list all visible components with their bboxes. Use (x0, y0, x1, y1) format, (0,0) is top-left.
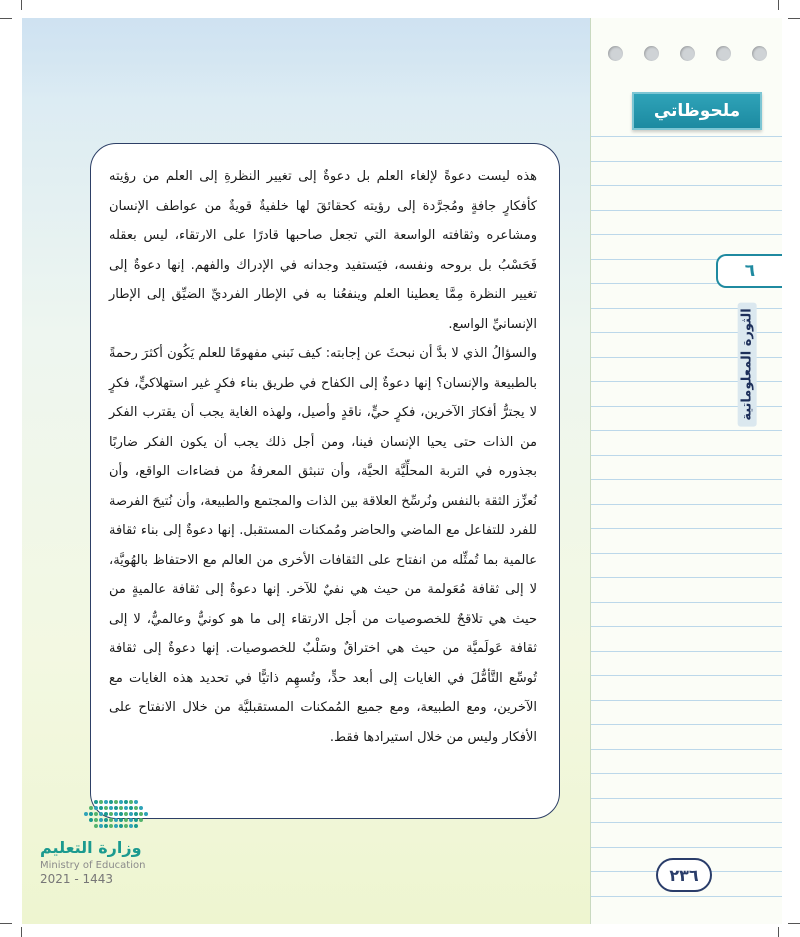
unit-number-tab: ٦ (716, 254, 782, 288)
unit-title-label: الثورة المعلوماتية (738, 302, 757, 426)
logo-dot (94, 806, 98, 810)
logo-dot (114, 806, 118, 810)
binder-hole-icon (608, 46, 623, 61)
crop-mark (778, 927, 779, 937)
logo-dot (134, 818, 138, 822)
ruled-line (591, 234, 782, 235)
logo-dot (129, 818, 133, 822)
ruled-line (591, 602, 782, 603)
ruled-line (591, 528, 782, 529)
binder-hole-icon (644, 46, 659, 61)
logo-dot (124, 818, 128, 822)
logo-dot (104, 824, 108, 828)
logo-dot (99, 824, 103, 828)
logo-dot (94, 824, 98, 828)
ruled-line (591, 161, 782, 162)
logo-dot (139, 806, 143, 810)
logo-dot (129, 824, 133, 828)
ministry-name-arabic: وزارة التعليم (40, 838, 142, 857)
ruled-line (591, 651, 782, 652)
ruled-line (591, 455, 782, 456)
ruled-line (591, 822, 782, 823)
binder-hole-icon (752, 46, 767, 61)
ruled-line (591, 479, 782, 480)
unit-title (732, 294, 762, 434)
edition-year: 2021 - 1443 (40, 872, 114, 886)
logo-dot (109, 818, 113, 822)
logo-dot (104, 806, 108, 810)
ruled-line (591, 773, 782, 774)
logo-dot (99, 806, 103, 810)
logo-dot (134, 824, 138, 828)
logo-dot (119, 800, 123, 804)
ruled-line (591, 210, 782, 211)
logo-dot (99, 818, 103, 822)
ruled-line (591, 675, 782, 676)
page-number: ٢٣٦ (656, 858, 712, 892)
logo-dot (119, 824, 123, 828)
logo-dot (129, 800, 133, 804)
crop-mark (21, 927, 22, 937)
notes-column (590, 18, 782, 924)
logo-dot (109, 812, 113, 816)
logo-dot (124, 824, 128, 828)
paragraph: هذه ليست دعوةً لإلغاء العلم بل دعوةٌ إلى تغيير النظرةِ إلى العلم من رؤيته كأفكارٍ جافةٍ ومُجرَّدة إلى رؤيته كحقائقَ لها خلفيةٌ قويةٌ من عواطف الإنسان ومشاعره وثقافته الواسعة التي تجعل صاحبها قادرًا على الارتقاء، ليس بعقله فَحَسْبُ بل بروحه ونفسه، فيَستفيد وجدانه في الإدراك والفهم. إنها دعوةٌ إلى تغيير النظرة مِمَّا يعطينا العلم وينفعُنا به في الإطار الفرديِّ الضيِّق إلى الإطار الإنسانيِّ الواسع. (109, 169, 537, 332)
logo-dot (94, 800, 98, 804)
ruled-line (591, 577, 782, 578)
logo-dot (104, 812, 108, 816)
logo-dot (134, 806, 138, 810)
logo-dot (139, 818, 143, 822)
logo-dot (134, 800, 138, 804)
logo-dot (99, 800, 103, 804)
logo-dot (129, 806, 133, 810)
crop-mark (21, 0, 22, 10)
crop-mark (0, 18, 12, 19)
logo-dot (114, 818, 118, 822)
ruled-line (591, 626, 782, 627)
logo-dot (109, 806, 113, 810)
logo-dot (89, 806, 93, 810)
ruled-line (591, 504, 782, 505)
logo-dot (89, 818, 93, 822)
logo-dot (109, 824, 113, 828)
logo-dot (104, 800, 108, 804)
logo-dot (119, 818, 123, 822)
logo-dot (124, 812, 128, 816)
crop-mark (788, 923, 800, 924)
logo-dot (119, 806, 123, 810)
ruled-line (591, 553, 782, 554)
crop-mark (778, 0, 779, 10)
logo-dot (124, 806, 128, 810)
logo-dot (139, 812, 143, 816)
ruled-line (591, 896, 782, 897)
text-card (90, 143, 560, 819)
ministry-name-english: Ministry of Education (40, 860, 146, 871)
logo-dot (114, 800, 118, 804)
logo-dot (114, 812, 118, 816)
logo-dot (109, 800, 113, 804)
logo-dot (129, 812, 133, 816)
logo-dot (114, 824, 118, 828)
crop-mark (0, 923, 12, 924)
ruled-line (591, 700, 782, 701)
binder-hole-icon (680, 46, 695, 61)
logo-dot (124, 800, 128, 804)
notes-header: ملحوظاتي (632, 92, 762, 130)
ruled-line (591, 749, 782, 750)
logo-dot (94, 812, 98, 816)
logo-dot (134, 812, 138, 816)
logo-dot (99, 812, 103, 816)
ruled-line (591, 136, 782, 137)
ruled-line (591, 724, 782, 725)
crop-mark (788, 18, 800, 19)
logo-dot (94, 818, 98, 822)
logo-dot (84, 812, 88, 816)
logo-dot (89, 812, 93, 816)
logo-dot (119, 812, 123, 816)
logo-dot (104, 818, 108, 822)
binder-hole-icon (716, 46, 731, 61)
ruled-line (591, 185, 782, 186)
ruled-line (591, 798, 782, 799)
paragraph: والسؤالُ الذي لا بدَّ أن نبحثَ عن إجابته: كيف نَبني مفهومًا للعلم يَكُون أكثرَ رحمةً بالطبيعة والإنسان؟ إنها دعوةٌ إلى الكفاح في طريق بناء فكرٍ غير استهلاكيٍّ، فكرٍ لا يجترُّ أفكارَ الآخرين، فكرٍ حيٍّ، ناقدٍ وأصيل، ولهذه الغاية يجب أن يقترب الفكر من الذات حتى يحيا الإنسان فينا، ومن أجل ذلك يجب أن يكون الفكر ضاربًا بجذوره في التربة المحلِّيَّة الحيَّة، وأن تنبثق المعرفةُ من فضاءات الواقع، وأن نُعزِّز الثقة بالنفس ونُرسِّخ العلاقة بين الذات والمجتمع والطبيعة، وأن نُتيحَ الفرصة للفرد للتفاعل مع الماضي والحاضر ومُمكنات المستقبل. إنها دعوةٌ إلى بناء ثقافة عالمية بما تُمثِّله من انفتاح على الثقافات الأخرى من العالم مع الاحتفاظ بالهُويَّة، لا إلى ثقافة مُعَولمة من حيث هي نفيٌ للآخر. إنها دعوةٌ إلى ثقافة عالميةٍ من حيث هي تلاقحٌ للخصوصيات من أجل الارتقاء إلى ما هو كونيٌّ وعالميٌّ، لا إلى ثقافة عَولَميَّة من حيث هي اختراقٌ وسَلْبٌ للخصوصيات. إنها دعوةٌ إلى ثقافة تُوسِّع التَّأمُّلَ في الغايات إلى أبعد حدٍّ، وتُسهِم ذاتيًّا في تحديد هذه الغايات مع الآخرين، ومع الطبيعة، ومع جميع المُمكنات المستقبليَّة من خلال الانفتاح على الأفكار وليس من خلال استيرادها فقط. (109, 346, 537, 745)
logo-dot (144, 812, 148, 816)
ruled-line (591, 847, 782, 848)
